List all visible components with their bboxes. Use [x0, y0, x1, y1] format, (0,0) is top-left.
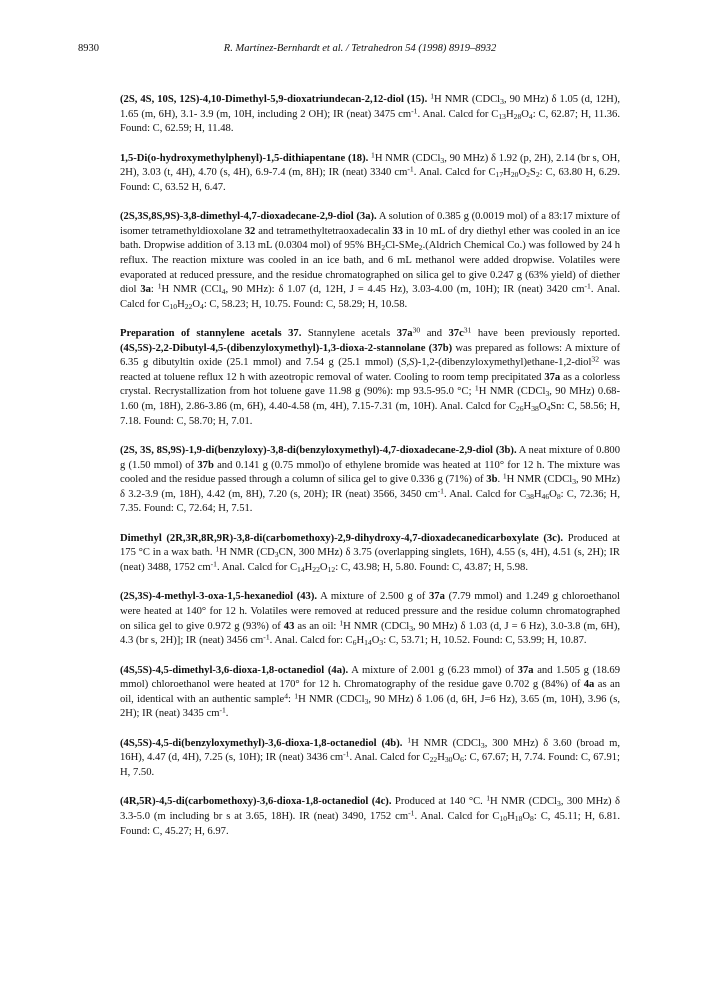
compound-entry-4b: (4S,5S)-4,5-di(benzyloxymethyl)-3,6-dioxa-1,8-octanediol (4b). $^1$H NMR (CDCl$_3$, 300 MHz) δ 3.60 (broad m, 16H), 4.47 (d, 4H), 7.25 (s, 10H); IR (neat) 3436 $cm^{-1}$. Anal. Calcd for $C_{22}H_{30}O_6$: C, 67.67; H, 7.74. Found: C, 67.91; H, 7.50.: [120, 735, 620, 778]
compound-title: Dimethyl (2R,3R,8R,9R)-3,8-di(carbomethoxy)-2,9-dihydroxy-4,7-dioxadecanedicarboxylate (3c).: [120, 532, 564, 544]
journal-citation: R. Martínez-Bernhardt et al. / Tetrahedron 54 (1998) 8919–8932: [223, 43, 497, 54]
compound-title: (4S,5S)-4,5-di(benzyloxymethyl)-3,6-dioxa-1,8-octanediol (4b).: [120, 737, 403, 749]
compound-title: 1,5-Di(o-hydroxymethylphenyl)-1,5-dithiapentane (18).: [120, 152, 369, 164]
compound-entry-3b: (2S, 3S, 8S,9S)-1,9-di(benzyloxy)-3,8-di(benzyloxymethyl)-4,7-dioxadecane-2,9-diol (3b). A neat mixture of 0.800 g (1.50 mmol) of 37b and 0.141 g (0.75 mmol)o of ethylene bromide was heated at 110° for 12 h. The mixture was cooled and the residue passed through a column of silica gel to give 0.336 g (71%) of 3b. $^1$H NMR (CDCl$_3$, 90 MHz) δ 3.2-3.9 (m, 18H), 4.42 (m, 8H), 7.20 (s, 20H); IR (neat) 3566, 3450 $cm^{-1}$. Anal. Calcd for $C_{38}H_{46}O_8$: C, 72.36; H, 7.35. Found: C, 72.64; H, 7.51.: [120, 445, 621, 515]
compound-entry-15: (2S, 4S, 10S, 12S)-4,10-Dimethyl-5,9-dioxatriundecan-2,12-diol (15). $^1$H NMR (CDCl$_3$, 90 MHz) δ 1.05 (d, 12H), 1.65 (m, 6H), 3.1- 3.9 (m, 10H, including 2 OH); IR (neat) 3475 $cm^{-1}$. Anal. Calcd for $C_{13}H_{28}O_4$: C, 62.87; H, 11.36. Found: C, 62.59; H, 11.48.: [120, 91, 621, 135]
compound-entry-18: 1,5-Di(o-hydroxymethylphenyl)-1,5-dithiapentane (18). $^1$H NMR (CDCl$_3$, 90 MHz) δ 1.92 (p, 2H), 2.14 (br s, OH, 2H), 3.03 (t, 4H), 4.70 (s, 4H), 6.9-7.4 (m, 8H); IR (neat) 3340 $cm^{-1}$. Anal. Calcd for $C_{17}H_{20}O_2S_2$: C, 63.80 H, 6.29. Found: C, 63.52 H, 6.47.: [120, 150, 620, 193]
compound-title: Preparation of stannylene acetals 37.: [120, 328, 302, 340]
compound-entry-3c: Dimethyl (2R,3R,8R,9R)-3,8-di(carbomethoxy)-2,9-dihydroxy-4,7-dioxadecanedicarboxylate (3c). Produced at 175 °C in a wax bath. $^1$H NMR ($CD_3CN$, 300 MHz) δ 3.75 (overlapping singlets, 16H), 4.55 (s, 4H), 4.51 (s, 2H); IR (neat) 3488, 1752 $cm^{-1}$. Anal. Calcd for $C_{14}H_{22}O_{12}$: C, 43.98; H, 5.80. Found: C, 43.87; H, 5.98.: [120, 532, 620, 574]
experimental-section: [120, 93, 620, 854]
compound-entry-3a: (2S,3S,8S,9S)-3,8-dimethyl-4,7-dioxadecane-2,9-diol (3a). A solution of 0.385 g (0.0019 mol) of a 83:17 mixture of isomer tetramethyldioxolane 32 and tetramethyltetraoxadecalin 33 in 10 mL of dry diethyl ether was cooled in an ice bath. Dropwise addition of 3.13 mL (0.0304 mol) of 95% $BH_2Cl-SMe_2.(Aldrich$ Chemical Co.) was followed by 24 h reflux. The reaction mixture was cooled in an ice bath, and 6 mL methanol were added dropwise. Volatiles were evaporated at reduced pressure, and the residue chromatographed on silica gel to give 0.247 g (63% yield) of diether diol 3a: $^1$H NMR (CCl$_4$, 90 MHz): δ 1.07 (d, 12H, J = 4.45 Hz), 3.03-4.00 (m, 10H); IR (neat) 3420 $cm^{-1}$. Anal. Calcd for $C_{10}H_{22}O_4$: C, 58.23; H, 10.75. Found: C, 58.29; H, 10.58.: [120, 211, 621, 311]
compound-title: (2S,3S)-4-methyl-3-oxa-1,5-hexanediol (43).: [120, 591, 317, 603]
compound-title: (2S,3S,8S,9S)-3,8-dimethyl-4,7-dioxadecane-2,9-diol (3a).: [120, 211, 377, 223]
compound-title: (4S,5S)-4,5-dimethyl-3,6-dioxa-1,8-octanediol (4a).: [120, 664, 349, 676]
compound-entry-37: Preparation of stannylene acetals 37. Stannylene acetals $37a^{30}$ and $37c^{31}$ have been previously reported. (4S,5S)-2,2-Dibutyl-4,5-(dibenzyloxymethyl)-1,3-dioxa-2-stannolane (37b) was prepared as follows: A mixture of 6.35 g dibutyltin oxide (25.1 mmol) and 7.54 g (25.1 mmol) (S,S)-1,2-(dibenzyloxymethyl)ethane-1,2-diol$^{32}$ was reacted at toluene reflux 12 h with azeotropic removal of water. Cooling to room temp precipitated 37a as a colorless crystal. Recrystallization from hot toluene gave 11.98 g (90%): mp 93.5-95.0 °C; $^1$H NMR (CDCl$_3$, 90 MHz) 0.68-1.60 (m, 18H), 2.86-3.86 (m, 6H), 4.40-4.58 (m, 4H), 7.15-7.31 (m, 10H). Anal. Calcd for $C_{26}H_{38}O_4Sn$: C, 58.56; H, 7.18. Found: C, 58.70; H, 7.01.: [120, 325, 621, 427]
compound-entry-4a: (4S,5S)-4,5-dimethyl-3,6-dioxa-1,8-octanediol (4a). A mixture of 2.001 g (6.23 mmol) of 37a and 1.505 g (18.69 mmol) chloroethanol were heated at 170° for 12 h. Chromatography of the residue gave 0.702 g (84%) of 4a as an oil, identical with an authentic sample$^4$: $^1$H NMR (CDCl$_3$, 90 MHz) δ 1.06 (d, 6H, J=6 Hz), 3.65 (m, 10H), 3.96 (s, 2H); IR (neat) 3435 $cm^{-1}$.: [120, 664, 620, 720]
compound-entry-4c: (4R,5R)-4,5-di(carbomethoxy)-3,6-dioxa-1,8-octanediol (4c). Produced at 140 °C. $^1$H NMR (CDCl$_3$, 300 MHz) δ 3.3-5.0 (m including br s at 3.65, 18H). IR (neat) 3490, 1752 $cm^{-1}$. Anal. Calcd for $C_{10}H_{18}O_8$: C, 45.11; H, 6.81. Found: C, 45.27; H, 6.97.: [120, 793, 620, 837]
compound-entry-43: (2S,3S)-4-methyl-3-oxa-1,5-hexanediol (43). A mixture of 2.500 g of 37a (7.79 mmol) and 1.249 g chloroethanol were heated at 140° for 12 h. Volatiles were removed at reduced pressure and the residue column chromatographed on silica gel to give 0.972 g (93%) of 43 as an oil: $^1$H NMR (CDCl$_3$, 90 MHz) δ 1.03 (d, J = 6 Hz), 3.0-3.8 (m, 6H), 4.3 (br s, 2H)]; IR (neat) 3456 $cm^{-1}$. Anal. Calcd for: $C_6H_{14}O_3$: C, 53.71; H, 10.52. Found: C, 53.99; H, 10.87.: [120, 591, 621, 648]
page-number: 8930: [78, 43, 99, 54]
compound-title: (4R,5R)-4,5-di(carbomethoxy)-3,6-dioxa-1,8-octanediol (4c).: [120, 796, 392, 808]
compound-title: (2S, 4S, 10S, 12S)-4,10-Dimethyl-5,9-dioxatriundecan-2,12-diol (15).: [120, 94, 428, 105]
compound-title: (2S, 3S, 8S,9S)-1,9-di(benzyloxy)-3,8-di(benzyloxymethyl)-4,7-dioxadecane-2,9-diol (3b).: [120, 445, 517, 457]
